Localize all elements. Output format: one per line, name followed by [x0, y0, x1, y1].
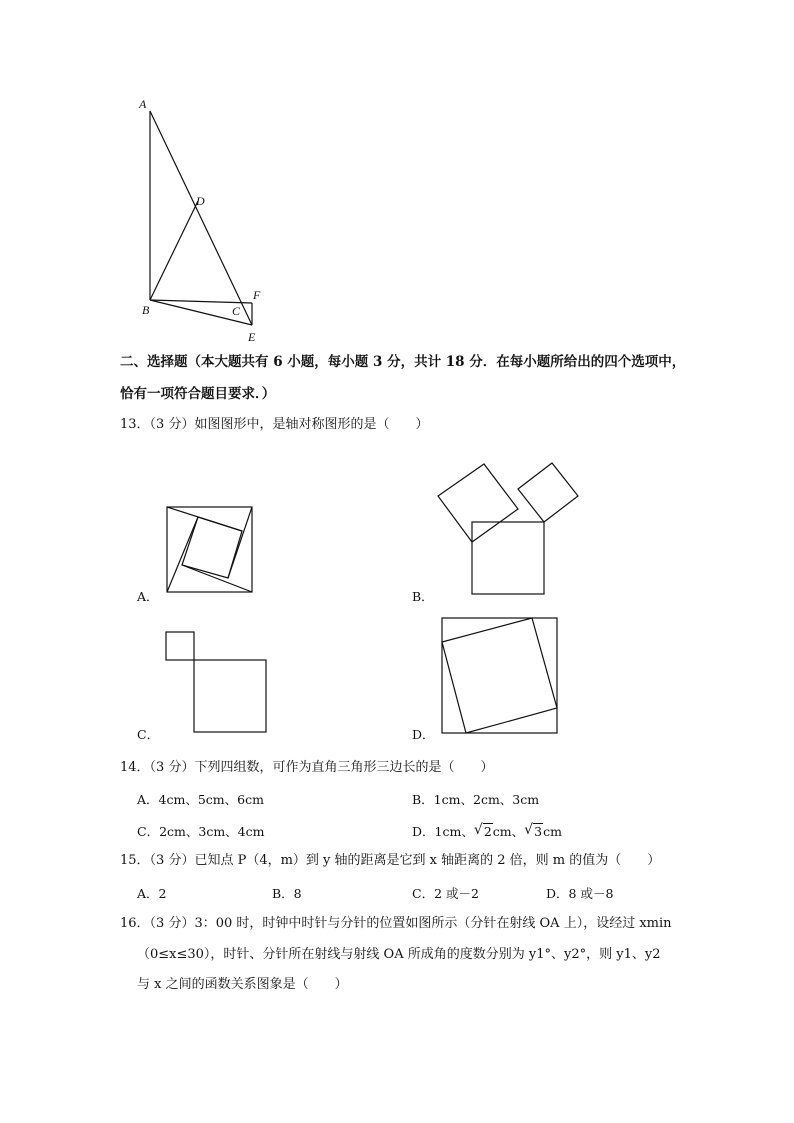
label-d: D	[196, 194, 205, 208]
q14-option-c[interactable]: C．2cm、3cm、4cm	[137, 824, 265, 839]
label-f: F	[253, 288, 261, 302]
q16-line1: 16．（3 分）3：00 时，时钟中时针与分针的位置如图所示（分针在射线 OA 上），设经过 xmin	[120, 916, 672, 931]
label-c: C	[232, 304, 241, 318]
sqrt-2: √ 2	[473, 822, 492, 839]
q15-stem: 15．（3 分）已知点 P（4，m）到 y 轴的距离是它到 x 轴距离的 2 倍，则 m 的值为（ ）	[120, 853, 661, 868]
q13-option-d-label[interactable]: D．	[412, 727, 435, 742]
label-e: E	[248, 330, 256, 344]
label-b: B	[142, 303, 150, 317]
q15-option-a[interactable]: A．2	[137, 886, 167, 901]
q15-option-b[interactable]: B．8	[272, 886, 302, 901]
q13-option-a-label[interactable]: A．	[137, 589, 159, 604]
section-heading-line2: 恰有一项符合题目要求．）	[120, 386, 276, 402]
label-a: A	[139, 97, 147, 111]
q13-option-d-figure	[436, 612, 564, 740]
segment-ae	[150, 111, 252, 325]
q16-line3: 与 x 之间的函数关系图象是（ ）	[137, 977, 348, 992]
q15-option-d[interactable]: D．8 或－8	[546, 886, 614, 901]
q14-option-d-mid: cm、	[492, 824, 525, 839]
q15-option-c[interactable]: C．2 或－2	[412, 886, 479, 901]
triangle-figure	[130, 95, 280, 345]
q13-option-b-label[interactable]: B．	[412, 589, 434, 604]
q14-option-d-suffix: cm	[543, 824, 562, 839]
q14-stem: 14．（3 分）下列四组数，可作为直角三角形三边长的是（ ）	[120, 760, 494, 775]
segment-bd	[150, 201, 198, 300]
q13-option-a-figure	[160, 500, 260, 600]
q16-line2: （0≤x≤30），时针、分针所在射线与射线 OA 所成角的度数分别为 y1°、y2°，则 y1、y2	[137, 947, 661, 962]
q13-option-b-figure	[432, 458, 582, 600]
q13-option-c-label[interactable]: C．	[137, 727, 160, 742]
q13-option-c-figure	[160, 626, 275, 738]
q13-stem: 13．（3 分）如图图形中，是轴对称图形的是（ ）	[120, 417, 429, 432]
q14-option-d-prefix: D．1cm、	[412, 824, 474, 839]
segment-bf	[150, 300, 252, 303]
q14-option-d[interactable]	[412, 822, 562, 840]
q14-option-b[interactable]: B．1cm、2cm、3cm	[412, 792, 540, 807]
sqrt-3: √ 3	[524, 822, 543, 839]
q14-option-a[interactable]: A．4cm、5cm、6cm	[137, 792, 264, 807]
section-heading-line1: 二、选择题（本大题共有 6 小题，每小题 3 分，共计 18 分．在每小题所给出的四个选项中，	[120, 354, 686, 370]
